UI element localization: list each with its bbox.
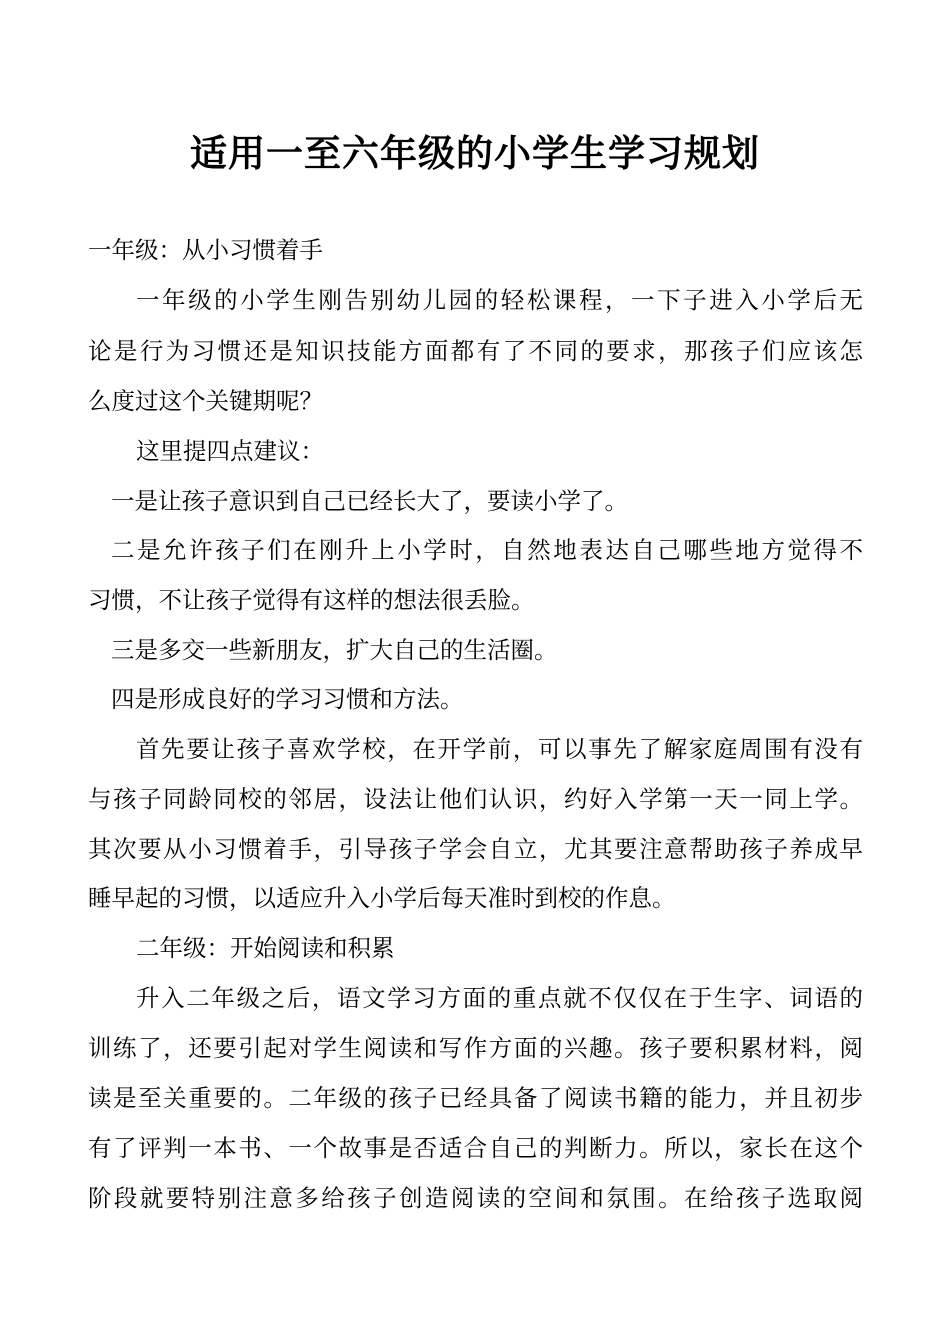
- paragraph-line: 首先要让孩子喜欢学校，在开学前，可以事先了解家庭周围有没有: [136, 735, 863, 763]
- paragraph-line: 一年级的小学生刚告别幼儿园的轻松课程，一下子进入小学后无: [136, 286, 863, 314]
- document-title: 适用一至六年级的小学生学习规划: [190, 131, 760, 175]
- list-item: 一是让孩子意识到自己已经长大了，要读小学了。: [111, 487, 628, 515]
- paragraph-line: 有了评判一本书、一个故事是否适合自己的判断力。所以，家长在这个: [88, 1134, 863, 1162]
- paragraph-line: 训练了，还要引起对学生阅读和写作方面的兴趣。孩子要积累材料，阅: [88, 1034, 863, 1062]
- list-item: 三是多交一些新朋友，扩大自己的生活圈。: [111, 636, 558, 664]
- paragraph-line: 么度过这个关键期呢？: [88, 387, 323, 415]
- paragraph-line: 与孩子同龄同校的邻居，设法让他们认识，约好入学第一天一同上学。: [88, 785, 863, 813]
- list-item: 四是形成良好的学习习惯和方法。: [111, 685, 464, 713]
- paragraph-line: 论是行为习惯还是知识技能方面都有了不同的要求，那孩子们应该怎: [88, 337, 863, 365]
- paragraph-line: 阶段就要特别注意多给孩子创造阅读的空间和氛围。在给孩子选取阅: [88, 1184, 863, 1212]
- paragraph-line: 习惯，不让孩子觉得有这样的想法很丢脸。: [88, 586, 535, 614]
- section-heading-grade-2: 二年级：开始阅读和积累: [136, 934, 395, 962]
- paragraph-line: 睡早起的习惯，以适应升入小学后每天准时到校的作息。: [88, 884, 676, 912]
- paragraph-line: 这里提四点建议：: [136, 437, 324, 465]
- paragraph-line: 其次要从小习惯着手，引导孩子学会自立，尤其要注意帮助孩子养成早: [88, 835, 863, 863]
- section-heading-grade-1: 一年级：从小习惯着手: [88, 236, 323, 264]
- paragraph-line: 升入二年级之后，语文学习方面的重点就不仅仅在于生字、词语的: [136, 984, 863, 1012]
- paragraph-line: 读是至关重要的。二年级的孩子已经具备了阅读书籍的能力，并且初步: [88, 1084, 863, 1112]
- list-item: 二是允许孩子们在刚升上小学时，自然地表达自己哪些地方觉得不: [111, 536, 863, 564]
